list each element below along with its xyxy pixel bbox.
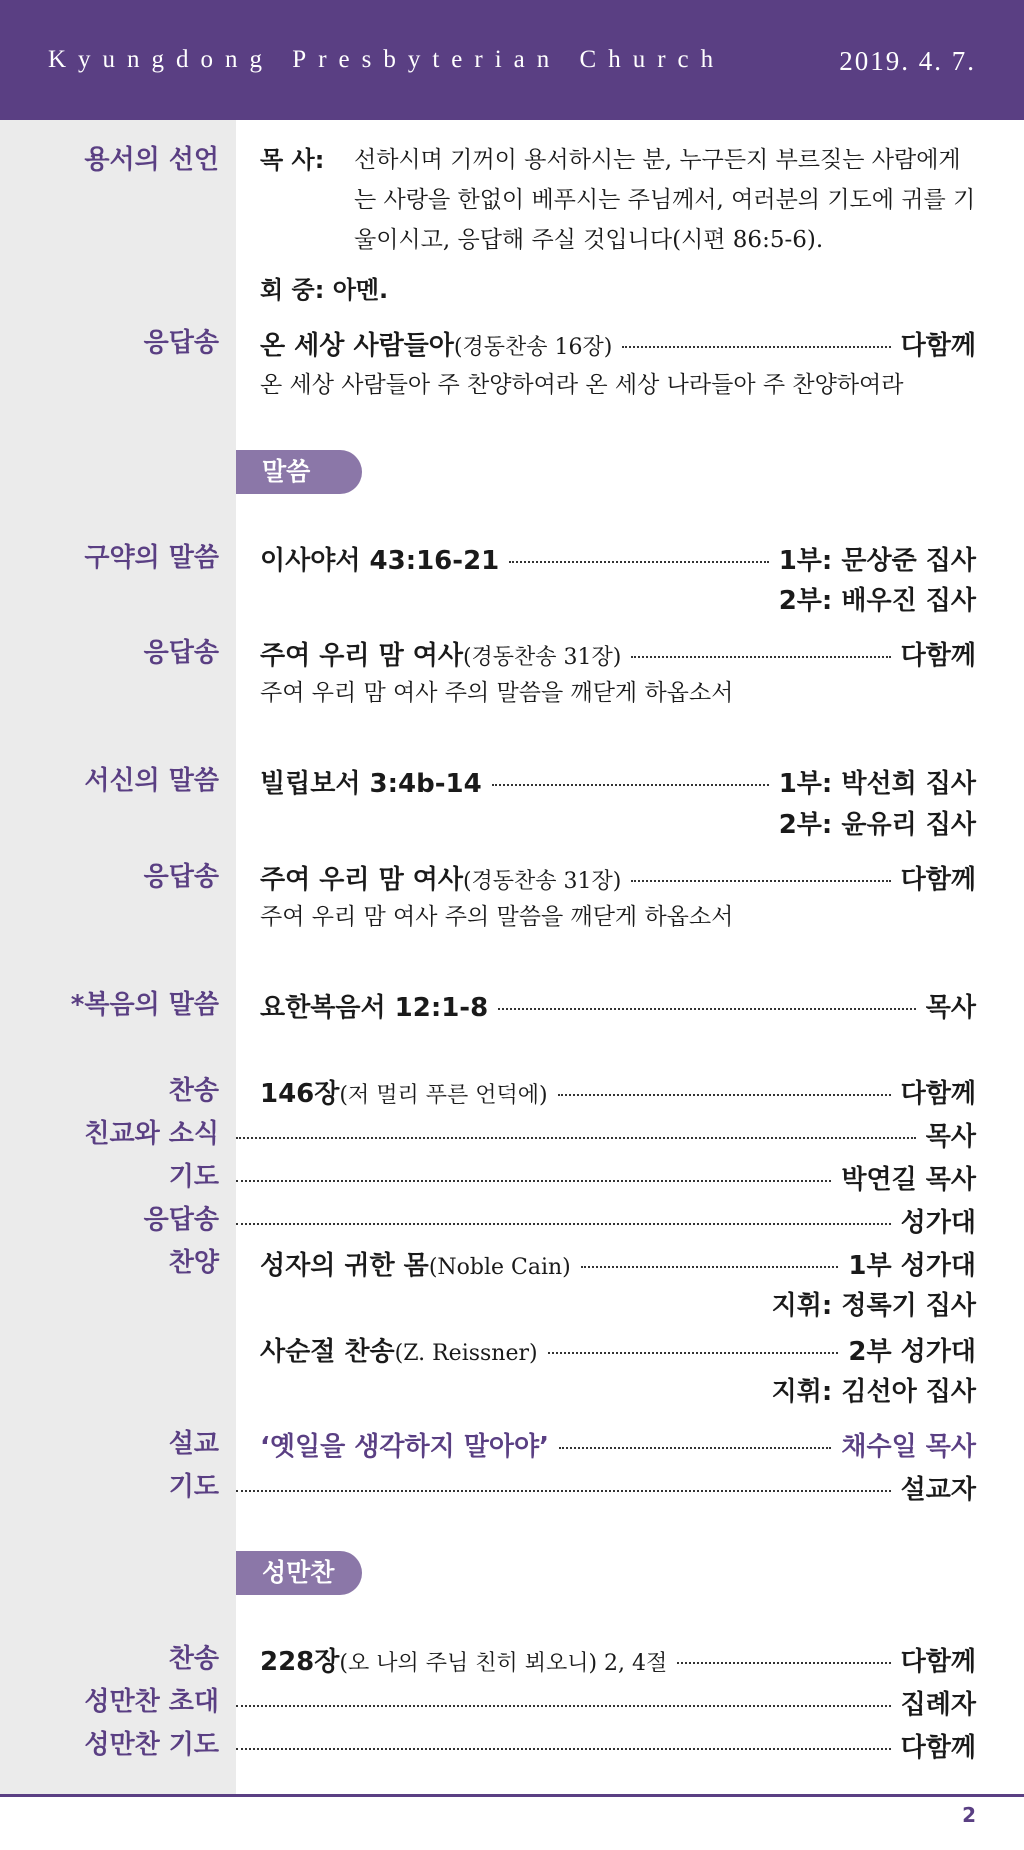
sermon-row <box>260 1427 976 1461</box>
invitation-row <box>236 1685 976 1719</box>
response-1-who: 다함께 <box>900 330 976 361</box>
bulletin-date: 2019. 4. 7. <box>839 46 976 76</box>
pastor-label: 목 사: <box>260 146 325 174</box>
leader-dots <box>236 1705 891 1707</box>
label-response-4: 응답송 <box>143 1205 219 1235</box>
anthem-choir-2: 2부 성가대 <box>848 1336 976 1367</box>
section-communion-tab: 성만찬 <box>236 1551 362 1595</box>
fellowship-row <box>236 1117 976 1151</box>
anthem-title-2: 사순절 찬송 <box>260 1336 395 1367</box>
label-epistle: 서신의 말씀 <box>84 766 219 796</box>
response-2-title: 주여 우리 맘 여사 <box>260 640 463 671</box>
epistle-reader-1: 1부: 박선희 집사 <box>778 768 976 799</box>
response-1-lyrics: 온 세상 사람들아 주 찬양하여라 온 세상 나라들아 주 찬양하여라 <box>260 372 904 398</box>
label-response-2: 응답송 <box>143 638 219 668</box>
leader-dots <box>236 1137 916 1139</box>
anthem-row-2 <box>260 1332 976 1366</box>
invitation-who: 집례자 <box>900 1689 976 1720</box>
gospel-reader: 목사 <box>925 992 976 1023</box>
header-bar <box>0 0 1024 120</box>
response-1-row <box>260 326 976 360</box>
label-sermon: 설교 <box>168 1429 219 1459</box>
epistle-row <box>260 764 976 798</box>
label-invitation: 성만찬 초대 <box>84 1687 219 1717</box>
prayer-1-row <box>236 1160 976 1194</box>
prayer-2-who: 설교자 <box>900 1474 976 1505</box>
church-name: Kyungdong Presbyterian Church <box>48 46 726 73</box>
leader-dots <box>631 880 890 882</box>
label-sidebar <box>0 120 236 1794</box>
label-hymn-1: 찬송 <box>168 1076 219 1106</box>
anthem-sub-2: (Z. Reissner) <box>394 1340 538 1366</box>
label-prayer-1: 기도 <box>168 1162 219 1192</box>
leader-dots <box>559 1447 831 1449</box>
section-word-tab: 말씀 <box>236 450 362 494</box>
response-2-who: 다함께 <box>900 640 976 671</box>
hymn-1-who: 다함께 <box>900 1078 976 1109</box>
fellowship-who: 목사 <box>925 1121 976 1152</box>
prayer-2-row <box>236 1470 976 1504</box>
label-communion-prayer: 성만찬 기도 <box>84 1730 219 1760</box>
pastor-text: 선하시며 기꺼이 용서하시는 분, 누구든지 부르짖는 사람에게는 사랑을 한없이 베푸시는 주님께서, 여러분의 기도에 귀를 기울이시고, 응답해 주실 것입니다(시편 86:5-6). <box>354 147 976 253</box>
sermon-title: ‘옛일을 생각하지 말아야’ <box>260 1431 550 1462</box>
hymn-1-sub: (저 멀리 푸른 언덕에) <box>339 1082 548 1108</box>
old-testament-row <box>260 541 976 575</box>
communion-prayer-row <box>236 1728 976 1762</box>
congregation-text: 아멘. <box>332 276 389 304</box>
response-4-row <box>236 1203 976 1237</box>
leader-dots <box>631 656 890 658</box>
label-response-3: 응답송 <box>143 862 219 892</box>
label-anthem: 찬양 <box>168 1248 219 1278</box>
leader-dots <box>236 1490 891 1492</box>
anthem-title-1: 성자의 귀한 몸 <box>260 1250 429 1281</box>
anthem-sub-1: (Noble Cain) <box>428 1254 571 1280</box>
leader-dots <box>558 1094 891 1096</box>
response-3-row <box>260 860 976 894</box>
leader-dots <box>236 1180 831 1182</box>
anthem-row-1 <box>260 1246 976 1280</box>
hymn-1-row <box>260 1074 976 1108</box>
hymn-1-title: 146장 <box>260 1078 340 1109</box>
leader-dots <box>622 346 890 348</box>
label-declaration: 용서의 선언 <box>84 145 219 175</box>
prayer-1-who: 박연길 목사 <box>841 1164 976 1195</box>
congregation-label: 회 중: 아멘. <box>260 276 389 304</box>
response-2-lyrics: 주여 우리 맘 여사 주의 말씀을 깨닫게 하옵소서 <box>260 680 734 706</box>
label-response-1: 응답송 <box>143 328 219 358</box>
page-number: 2 <box>962 1803 976 1827</box>
footer-rule <box>0 1794 1024 1797</box>
leader-dots <box>548 1352 839 1354</box>
anthem-conductor-1: 지휘: 정록기 집사 <box>771 1291 976 1321</box>
anthem-conductor-2: 지휘: 김선아 집사 <box>771 1377 976 1407</box>
response-1-sub: (경동찬송 16장) <box>453 334 613 360</box>
gospel-row <box>260 988 976 1022</box>
response-3-sub: (경동찬송 31장) <box>462 868 622 894</box>
old-testament-reader-2: 2부: 배우진 집사 <box>778 586 976 616</box>
response-2-row <box>260 636 976 670</box>
sermon-preacher: 채수일 목사 <box>841 1431 976 1462</box>
hymn-2-title: 228장 <box>260 1646 340 1677</box>
response-1-title: 온 세상 사람들아 <box>260 330 454 361</box>
label-old-testament: 구약의 말씀 <box>84 543 219 573</box>
label-fellowship: 친교와 소식 <box>84 1119 219 1149</box>
response-3-who: 다함께 <box>900 864 976 895</box>
leader-dots <box>236 1748 891 1750</box>
label-gospel: *복음의 말씀 <box>70 990 219 1020</box>
leader-dots <box>581 1266 839 1268</box>
response-4-who: 성가대 <box>900 1207 976 1238</box>
old-testament-reader-1: 1부: 문상준 집사 <box>778 545 976 576</box>
hymn-2-row <box>260 1642 976 1676</box>
leader-dots <box>236 1223 891 1225</box>
anthem-choir-1: 1부 성가대 <box>848 1250 976 1281</box>
hymn-2-who: 다함께 <box>900 1646 976 1677</box>
leader-dots <box>492 784 769 786</box>
label-hymn-2: 찬송 <box>168 1644 219 1674</box>
label-prayer-2: 기도 <box>168 1472 219 1502</box>
epistle-title: 빌립보서 3:4b-14 <box>260 768 482 799</box>
old-testament-title: 이사야서 43:16-21 <box>260 545 500 576</box>
epistle-reader-2: 2부: 윤유리 집사 <box>778 810 976 840</box>
gospel-title: 요한복음서 12:1-8 <box>260 992 489 1023</box>
leader-dots <box>498 1008 916 1010</box>
hymn-2-sub: (오 나의 주님 친히 뵈오니) 2, 4절 <box>339 1650 668 1676</box>
response-3-lyrics: 주여 우리 맘 여사 주의 말씀을 깨닫게 하옵소서 <box>260 904 734 930</box>
leader-dots <box>509 561 768 563</box>
response-3-title: 주여 우리 맘 여사 <box>260 864 463 895</box>
leader-dots <box>677 1662 890 1664</box>
communion-prayer-who: 다함께 <box>900 1732 976 1763</box>
response-2-sub: (경동찬송 31장) <box>462 644 622 670</box>
